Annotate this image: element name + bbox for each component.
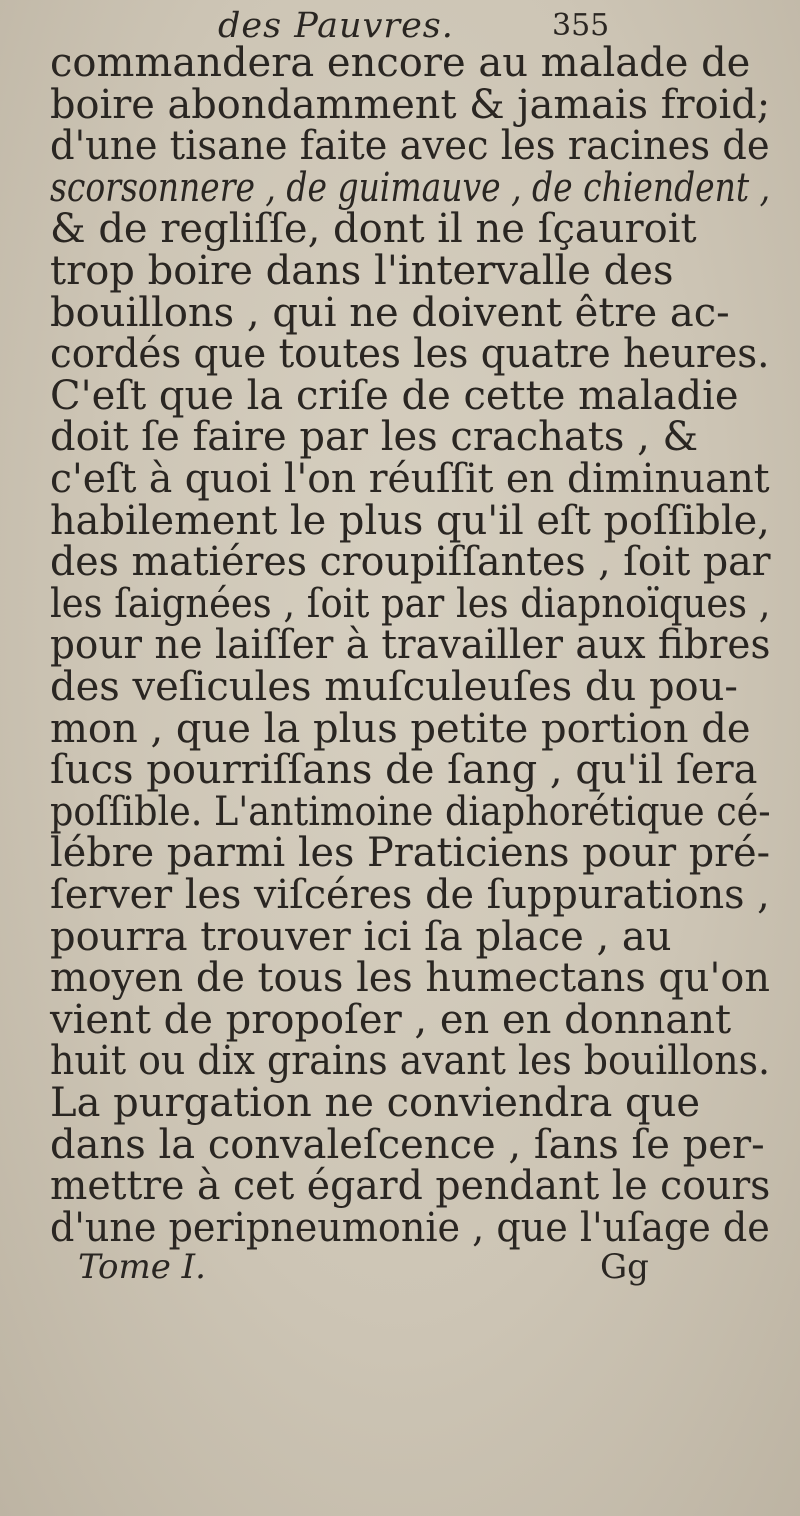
text-line: lébre parmi les Praticiens pour pré- [50,830,771,877]
text-line: des matiéres croupiſſantes , ſoit par [50,539,771,586]
text-line: habilement le plus qu'il eſt poſſible, [50,497,770,544]
page-number: 355 [552,8,610,43]
text-line: C'eſt que la criſe de cette maladie [50,372,739,419]
running-title: des Pauvres. [218,6,454,46]
text-line: huit ou dix grains avant les bouillons. [50,1038,771,1085]
page-footer [0,1244,800,1290]
text-line: mon , que la plus petite portion de [50,705,751,752]
text-line: ſucs pourriſſans de ſang , qu'il ſera [50,747,758,794]
text-line: La purgation ne conviendra que [50,1080,701,1126]
text-line: dans la convaleſcence , ſans ſe per- [50,1121,765,1168]
text-line: doit ſe faire par les crachats , & [50,414,699,461]
text-line: des veſicules muſculeuſes du pou- [50,664,738,710]
text-line: poſſible. L'antimoine diaphorétique cé- [50,788,771,835]
text-line: pourra trouver ici ſa place , au [50,913,672,960]
text-line: d'une peripneumonie , que l'uſage de [50,1204,770,1251]
text-line: moyen de tous les humectans qu'on [50,955,770,1002]
text-line: les ſaignées , ſoit par les diapnoïques , [50,580,771,627]
text-line: trop boire dans l'intervalle des [50,248,674,294]
signature-mark: Gg [600,1247,649,1287]
text-line: ſerver les viſcéres de ſuppurations , [50,872,770,918]
text-line: d'une tisane faite avec les racines de [50,123,770,170]
text-line: & de regliſſe, dont il ne ſçauroit [50,206,697,253]
text-line: mettre à cet égard pendant le cours [50,1163,771,1210]
text-line: commandera encore au malade de [50,40,751,86]
text-line: pour ne laiſſer à travailler aux fibres [50,622,771,669]
text-line: cordés que toutes les quatre heures. [50,331,770,378]
text-line: vient de propoſer , en en donnant [50,996,732,1043]
text-line: scorsonnere , de guimauve , de chiendent , [50,164,771,211]
text-line: boire abondamment & jamais froid; [50,81,771,128]
text-line: bouillons , qui ne doivent être ac- [50,289,730,336]
text-line: c'eſt à quoi l'on réuſſit en diminuant [50,456,770,502]
volume-mark: Tome I. [78,1247,206,1287]
